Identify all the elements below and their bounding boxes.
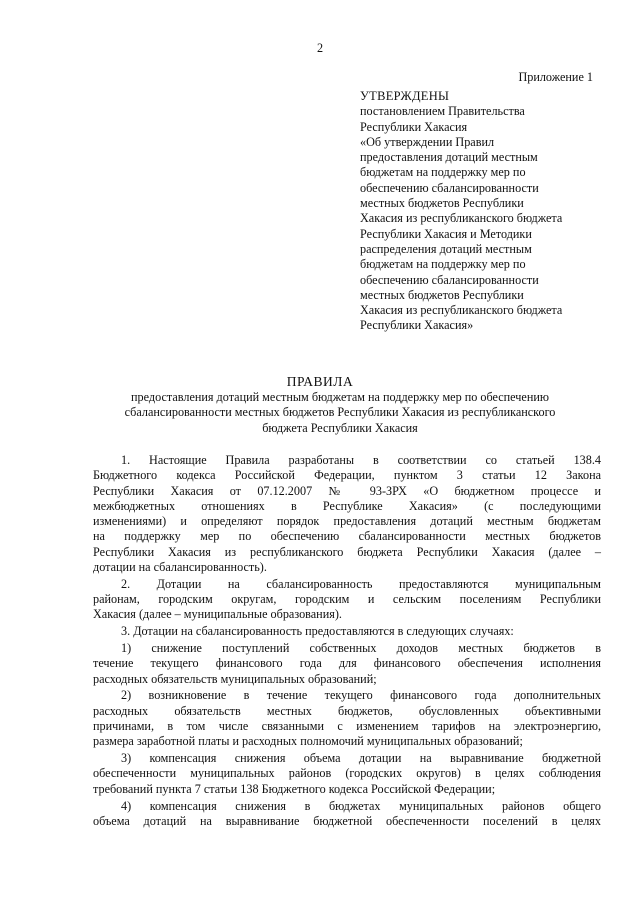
paragraph-line: расходных обязательств местных бюджетов, обусловленных объективными — [93, 703, 601, 718]
paragraph — [93, 751, 601, 797]
paragraph-line: Бюджетного кодекса Российской Федерации, пунктом 3 статьи 12 Закона — [93, 468, 601, 483]
paragraph-line: 1) снижение поступлений собственных доходов местных бюджетов в — [121, 641, 601, 656]
approval-line: местных бюджетов Республики — [360, 196, 524, 211]
paragraph-line: Республики Хакасия из республиканского бюджета Республики Хакасия (далее – — [93, 544, 601, 559]
paragraph-line: 3. Дотации на сбалансированность предоставляются в следующих случаях: — [121, 624, 514, 639]
approval-line: Республики Хакасия — [360, 119, 468, 134]
appendix-label: Приложение 1 — [518, 70, 593, 84]
paragraph — [93, 577, 601, 623]
paragraph-line: 4) компенсация снижения в бюджетах муниципальных районов общего — [121, 798, 601, 813]
paragraph-line: течение текущего финансового года для финансового обеспечения исполнения — [93, 656, 601, 671]
approval-line: Хакасия из республиканского бюджета — [360, 211, 563, 226]
rules-subtitle-line: сбалансированности местных бюджетов Республики Хакасия из республиканского — [124, 405, 556, 420]
approval-line: предоставления дотаций местным — [360, 150, 538, 165]
approval-line: обеспечению сбалансированности — [360, 180, 539, 195]
approval-line: «Об утверждении Правил — [360, 134, 495, 149]
rules-subtitle-line: бюджета Республики Хакасия — [262, 420, 418, 435]
approval-title: УТВЕРЖДЕНЫ — [360, 89, 450, 103]
rules-title: ПРАВИЛА — [286, 374, 354, 389]
paragraph-line: изменениями) и определяют порядок предоставления дотаций местным бюджетам — [93, 514, 601, 529]
paragraph-line: Республики Хакасия от 07.12.2007 № 93-ЗРХ «О бюджетном процессе и — [93, 483, 601, 498]
paragraph-line: 3) компенсация снижения объема дотации на выравнивание бюджетной — [121, 751, 601, 766]
paragraph-line: районам, городским округам, городским и сельским поселениям Республики — [93, 592, 601, 607]
approval-line: распределения дотаций местным — [360, 241, 532, 256]
rules-subtitle-line: предоставления дотаций местным бюджетам на поддержку мер по обеспечению — [131, 390, 549, 404]
paragraph-line: 2) возникновение в течение текущего финансового года дополнительных — [121, 688, 601, 703]
approval-line: Республики Хакасия и Методики — [360, 226, 532, 241]
paragraph-line: 2. Дотации на сбалансированность предоставляются муниципальным — [121, 576, 601, 591]
rules-subtitle — [80, 390, 600, 436]
page-number: 2 — [316, 41, 324, 55]
paragraph-line: Хакасия (далее – муниципальные образования). — [93, 607, 342, 622]
paragraph — [93, 641, 601, 687]
paragraph-line: обеспеченности муниципальных районов (городских округов) в целях соблюдения — [93, 766, 601, 781]
paragraph-line: расходных обязательств муниципальных образований; — [93, 671, 377, 686]
approval-line: бюджетам на поддержку мер по — [360, 165, 526, 180]
approval-text — [360, 104, 610, 333]
paragraph — [93, 453, 601, 575]
paragraph — [93, 688, 601, 749]
paragraph — [93, 799, 601, 830]
paragraph-line: 1. Настоящие Правила разработаны в соответствии со статьей 138.4 — [121, 453, 601, 467]
rules-body — [93, 453, 601, 831]
paragraph-line: на поддержку мер по обеспечению сбалансированности местных бюджетов — [93, 529, 601, 544]
paragraph-line: дотации на сбалансированность). — [93, 560, 267, 575]
paragraph-line: причинами, в том числе связанными с изменением тарифов на электроэнергию, — [93, 719, 601, 734]
approval-line: обеспечению сбалансированности — [360, 272, 539, 287]
approval-line: бюджетам на поддержку мер по — [360, 257, 526, 272]
paragraph-line: межбюджетных отношениях в Республике Хакасия» (с последующими — [93, 498, 601, 513]
approval-line: Хакасия из республиканского бюджета — [360, 303, 563, 318]
paragraph-line: объема дотаций на выравнивание бюджетной обеспеченности поселений в целях — [93, 813, 601, 828]
approval-block — [360, 89, 610, 334]
approval-line: местных бюджетов Республики — [360, 287, 524, 302]
paragraph-line: требований пункта 7 статьи 138 Бюджетного кодекса Российской Федерации; — [93, 781, 496, 796]
approval-line: Республики Хакасия» — [360, 318, 474, 333]
paragraph-line: размера заработной платы и расходных полномочий муниципальных образований; — [93, 734, 523, 749]
approval-line: постановлением Правительства — [360, 104, 525, 119]
paragraph — [93, 624, 601, 639]
